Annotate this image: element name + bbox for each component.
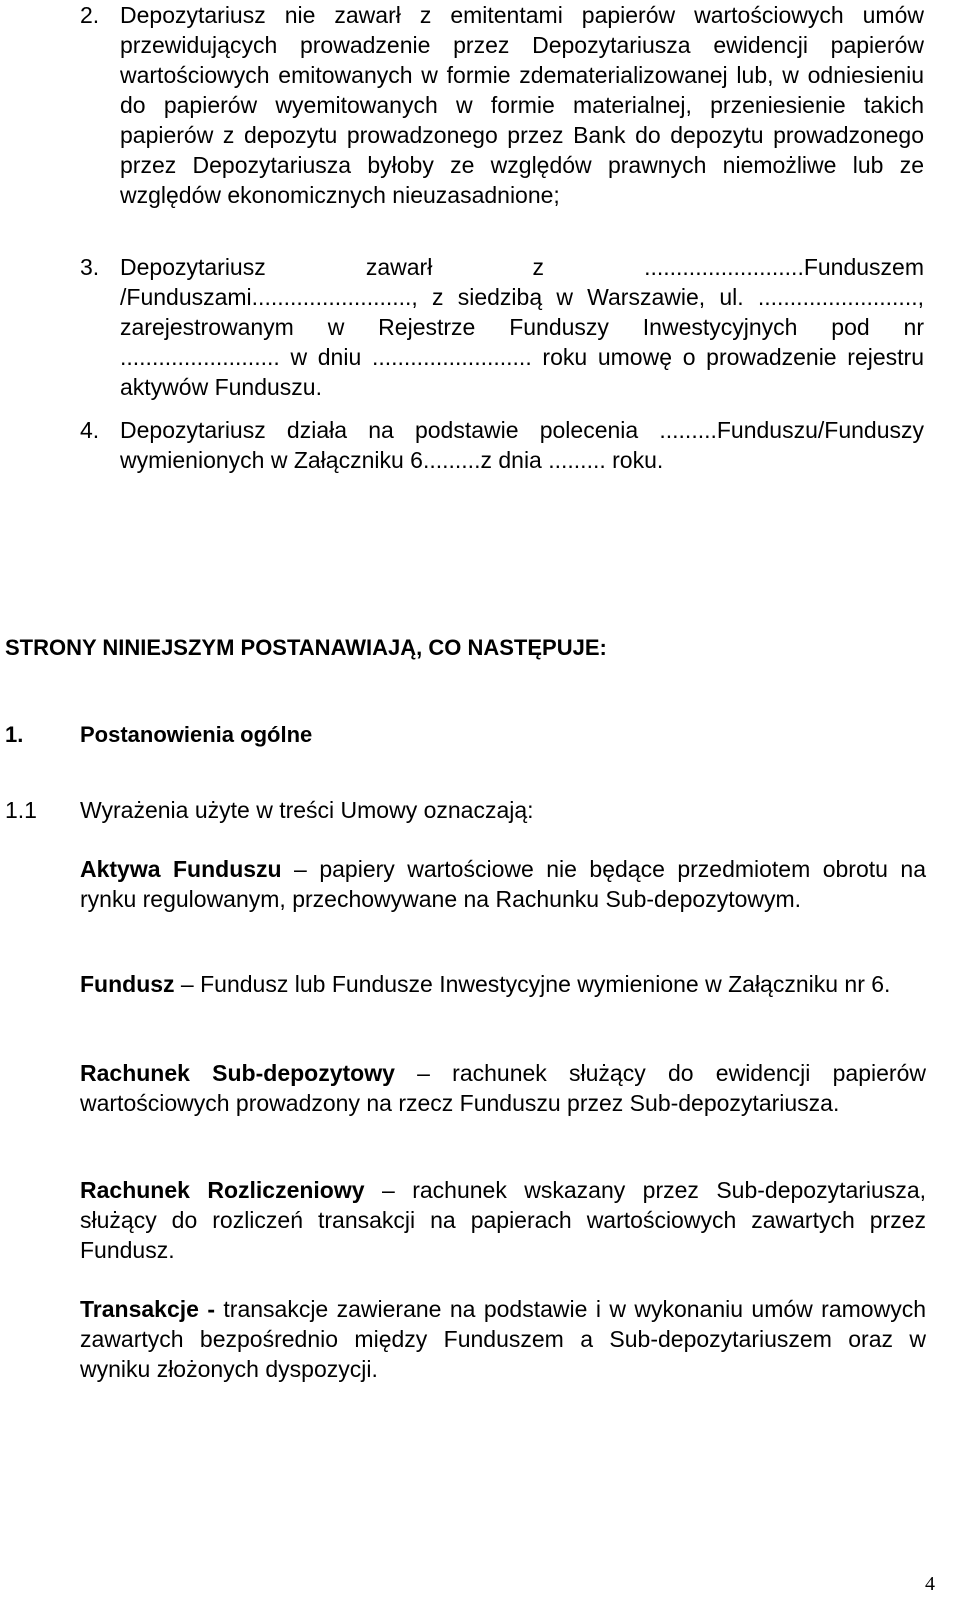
definition-term: Transakcje - — [80, 1296, 215, 1322]
definition-term: Aktywa Funduszu — [80, 856, 282, 882]
subsection-number: 1.1 — [5, 797, 37, 823]
list-item-number: 2. — [80, 2, 100, 28]
subsection — [5, 795, 534, 825]
page-number: 4 — [925, 1573, 935, 1595]
definition-term: Rachunek Rozliczeniowy — [80, 1177, 365, 1203]
subsection-text: Wyrażenia użyte w treści Umowy oznaczają: — [80, 797, 534, 823]
list-item-text: Depozytariusz zawarł z .........................Funduszem /Funduszami........................., z siedzibą w Warszawie, ul. ........................., zarejestrowanym w Rejestrze Funduszy Inwestycyjnych pod nr ......................... w dniu ......................... roku umowę o prowadzenie rejestru aktywów Funduszu. — [120, 254, 924, 400]
definition-dash: – — [394, 1060, 453, 1086]
definition — [80, 1175, 926, 1265]
list-item — [80, 252, 960, 402]
list-item-text: Depozytariusz działa na podstawie polecenia .........Funduszu/Funduszy wymienionych w Załączniku 6.........z dnia ......... roku. — [120, 417, 924, 473]
section-heading: STRONY NINIEJSZYM POSTANAWIAJĄ, CO NASTĘPUJE: — [5, 635, 607, 660]
list-item — [80, 415, 960, 475]
list-item-number: 3. — [80, 254, 100, 280]
definition-term: Fundusz — [80, 971, 175, 997]
definition — [80, 969, 926, 999]
list-item-number: 4. — [80, 417, 100, 443]
definition — [80, 1058, 926, 1118]
definition-text: transakcje zawierane na podstawie i w wykonaniu umów ramowych zawartych bezpośrednio między Funduszem a Sub-depozytariuszem oraz w wyniku złożonych dyspozycji. — [80, 1296, 926, 1382]
section-title-text: Postanowienia ogólne — [80, 722, 313, 747]
definition-term: Rachunek Sub-depozytowy — [80, 1060, 395, 1086]
definition — [80, 854, 926, 914]
list-item-text: Depozytariusz nie zawarł z emitentami papierów wartościowych umów przewidujących prowadzenie przez Depozytariusza ewidencji papierów wartościowych emitowanych w formie zdematerializowanej lub, w odniesieniu do papierów wyemitowanych w formie materialnej, przeniesienie takich papierów z depozytu prowadzonego przez Bank do depozytu prowadzonego przez Depozytariusza byłoby ze względów prawnych niemożliwe lub ze względów ekonomicznych nieuzasadnione; — [120, 2, 924, 208]
definition-dash: – — [364, 1177, 413, 1203]
section-title — [5, 720, 312, 750]
definition-text: rachunek wskazany przez Sub-depozytariusza, służący do rozliczeń transakcji na papierach wartościowych zawartych przez Fundusz. — [80, 1177, 926, 1263]
definition-dash: – — [281, 856, 320, 882]
section-number: 1. — [5, 722, 24, 747]
definition-dash: – — [174, 971, 201, 997]
definition — [80, 1294, 926, 1384]
definition-text: Fundusz lub Fundusze Inwestycyjne wymienione w Załączniku nr 6. — [200, 971, 891, 997]
definition-text: rachunek służący do ewidencji papierów wartościowych prowadzony na rzecz Funduszu przez Sub-depozytariusza. — [80, 1060, 926, 1116]
definition-text: papiery wartościowe nie będące przedmiotem obrotu na rynku regulowanym, przechowywane na Rachunku Sub-depozytowym. — [80, 856, 926, 912]
list-item — [80, 0, 960, 210]
